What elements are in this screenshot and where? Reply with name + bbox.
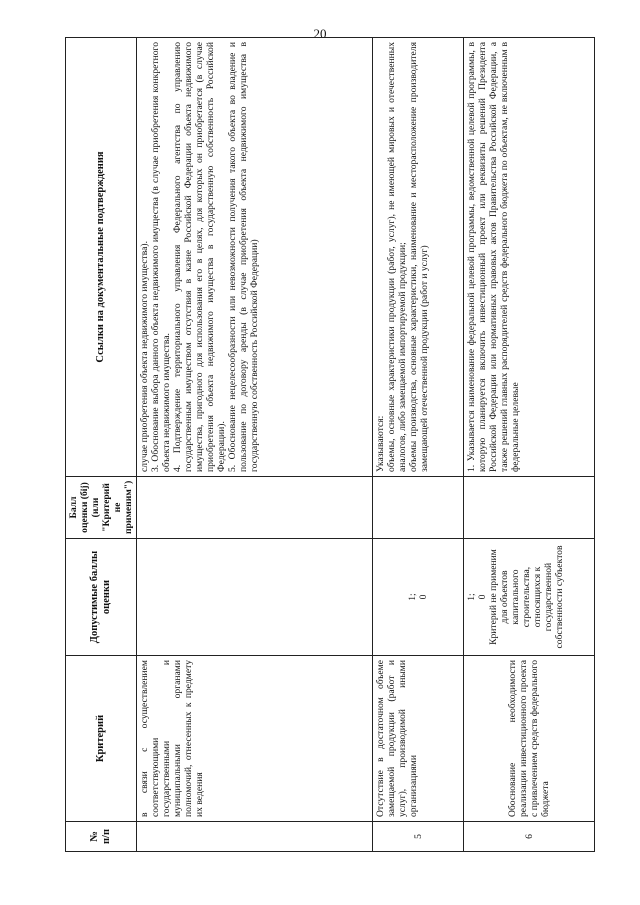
header-scores: Допустимые баллы оценки xyxy=(66,539,137,656)
row-num xyxy=(137,822,373,852)
score-value: 1; xyxy=(466,593,477,601)
score-value: 0 xyxy=(418,594,429,600)
link-line: 3. Обоснование выбора данного объекта недвижимого имущества (в случае приобретения конкретного объекта недвижимого имущества. xyxy=(150,42,172,472)
link-line: 5. Обоснование нецелесообразности или невозможности получения такого объекта во владение и пользование по договору аренды (в случае приобретения объекта недвижимого имущества в государственную собственность Российской Федерации) xyxy=(227,42,260,472)
criteria-table xyxy=(65,37,595,852)
table-row xyxy=(464,38,595,852)
rotated-table-page xyxy=(65,38,593,852)
link-line: объемы производства, основные характеристики, наименование и месторасположение производителя замещающей отечественной продукции (работ и услуг) xyxy=(408,42,430,472)
score-value: 0 xyxy=(477,594,488,600)
score-note: Критерий не применим для объектов капитального строительства, относящихся к государственной собственности субъектов xyxy=(488,545,565,649)
row-rating xyxy=(373,477,464,539)
header-links: Ссылки на документальные подтверждения xyxy=(66,38,137,477)
link-line: случае приобретения объекта недвижимого имущества). xyxy=(139,241,150,472)
table-row xyxy=(137,38,373,852)
row-links xyxy=(137,38,373,477)
header-rating: Балл оценки (бij) (или "Критерий не применим") xyxy=(66,477,137,539)
header-criterion: Критерий xyxy=(66,656,137,822)
row-num: 6 xyxy=(464,822,595,852)
page-number: 20 xyxy=(313,26,327,41)
row-links xyxy=(373,38,464,477)
row-links xyxy=(464,38,595,477)
table-row xyxy=(373,38,464,852)
score-value: 1; xyxy=(407,593,418,601)
row-scores xyxy=(464,539,595,656)
link-line: объемы, основные характеристики продукции (работ, услуг), не имеющей мировых и отечественных аналогов, либо замещаемой импортируемой продукции; xyxy=(386,42,408,472)
row-scores xyxy=(373,539,464,656)
header-num: № п/п xyxy=(66,822,137,852)
row-rating xyxy=(137,477,373,539)
row-criterion: в связи с осуществлением соответствующими государственными и муниципальными органами полномочий, отнесенных к предмету их ведения xyxy=(137,656,373,822)
table-header-row xyxy=(66,38,137,852)
row-scores xyxy=(137,539,373,656)
link-line: Указываются: xyxy=(375,415,386,472)
link-line: 1. Указывается наименование федеральной целевой программы, ведомственной целевой программы, в которую планируется включить инвестиционный проект или реквизиты решений Президента Российской Федерации или нормативных правовых актов Правительства Российской Федерации, а также решений главных распорядителей средств федерального бюджета по объектам, не включенным в федеральные целевые xyxy=(466,42,521,472)
row-rating xyxy=(464,477,595,539)
row-num: 5 xyxy=(373,822,464,852)
row-criterion: Обоснование необходимости реализации инвестиционного проекта с привлечением средств федерального бюджета xyxy=(464,656,595,822)
row-criterion: Отсутствие в достаточном объеме замещаемой продукции (работ и услуг), производимой иными организациями xyxy=(373,656,464,822)
link-line: 4. Подтверждение территориального управления Федерального агентства по управлению государственным имуществом отсутствия в казне Российской Федерации объекта недвижимого имущества, пригодного для использования его в целях, для которых он приобретается (в случае приобретения объекта недвижимого имущества в государственную собственность Российской Федерации). xyxy=(172,42,227,472)
